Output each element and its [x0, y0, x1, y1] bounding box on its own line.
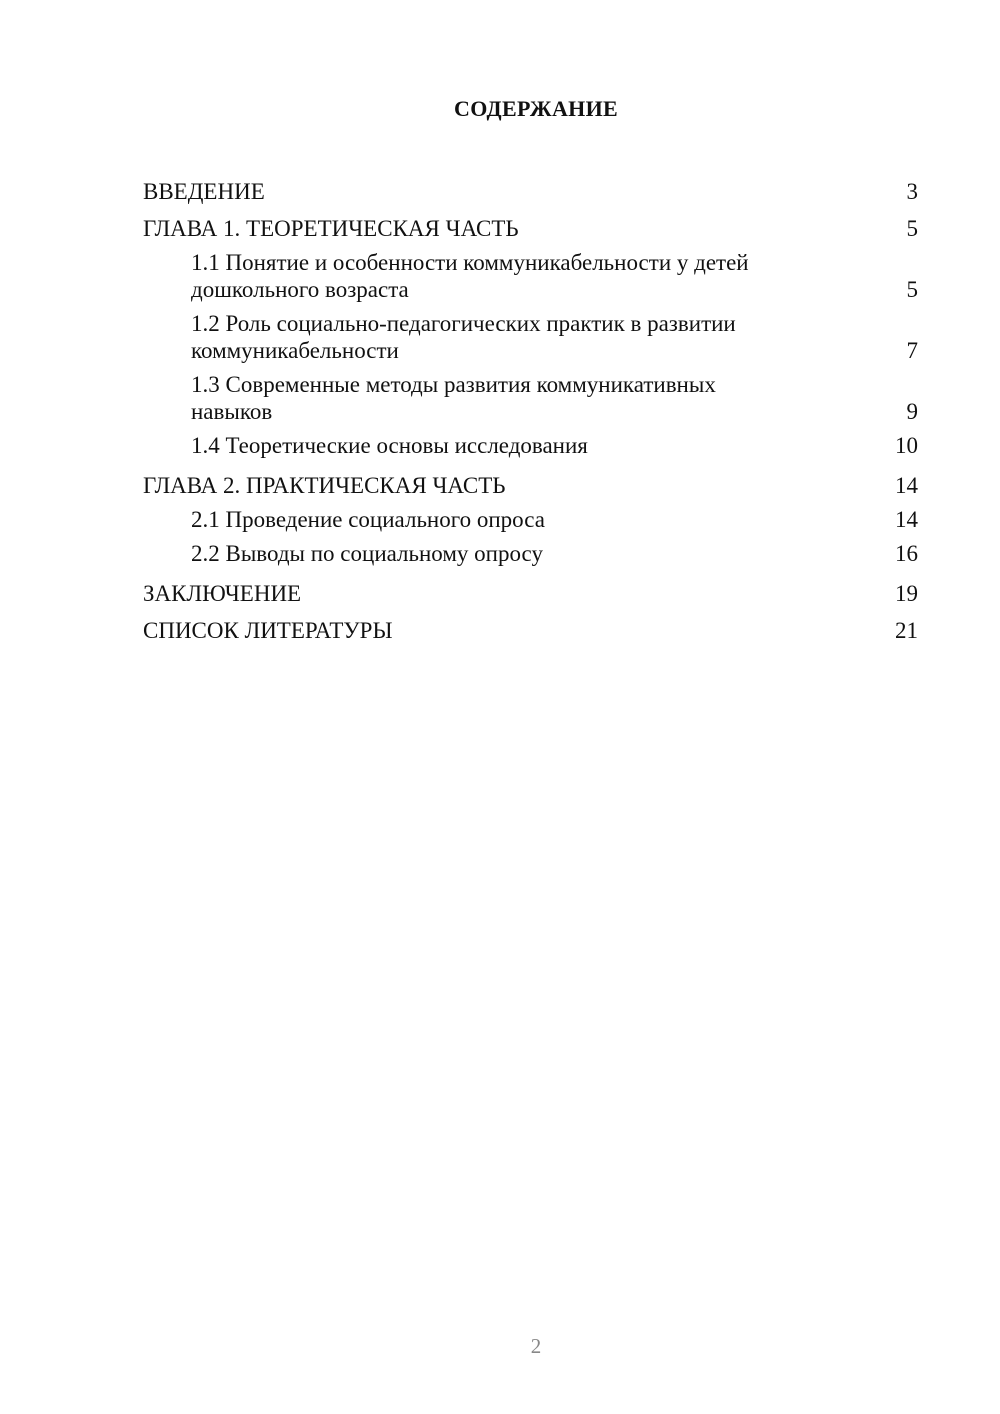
table-of-contents	[143, 168, 918, 644]
toc-entry-section-1-3[interactable]	[143, 371, 918, 425]
toc-entry-page: 14	[895, 507, 918, 532]
toc-entry-page: 5	[906, 277, 918, 302]
toc-entry-label: ГЛАВА 2. ПРАКТИЧЕСКАЯ ЧАСТЬ	[143, 473, 506, 498]
toc-entry-section-2-1[interactable]	[143, 506, 918, 533]
toc-entry-page: 19	[895, 581, 918, 606]
toc-entry-label: 2.1 Проведение социального опроса	[191, 507, 545, 532]
toc-entry-page: 5	[906, 216, 918, 241]
toc-entry-label: ГЛАВА 1. ТЕОРЕТИЧЕСКАЯ ЧАСТЬ	[143, 216, 519, 241]
toc-entry-chapter-2[interactable]	[143, 462, 918, 499]
toc-entry-label: 1.2 Роль социально-педагогических практик в развитии коммуникабельности	[191, 311, 736, 363]
toc-entry-label: ВВЕДЕНИЕ	[143, 179, 265, 204]
toc-entry-conclusion[interactable]	[143, 570, 918, 607]
toc-entry-introduction[interactable]	[143, 168, 918, 205]
toc-entry-page: 21	[895, 618, 918, 643]
document-title: СОДЕРЖАНИЕ	[454, 96, 618, 121]
toc-entry-label: ЗАКЛЮЧЕНИЕ	[143, 581, 302, 606]
toc-entry-label: 1.3 Современные методы развития коммуникативных навыков	[191, 372, 716, 424]
toc-entry-page: 16	[895, 541, 918, 566]
toc-entry-page: 7	[906, 338, 918, 363]
toc-entry-references[interactable]	[143, 607, 918, 644]
page-number: 2	[530, 1334, 542, 1358]
toc-entry-section-1-1[interactable]	[143, 249, 918, 303]
toc-entry-label: 1.1 Понятие и особенности коммуникабельности у детей дошкольного возраста	[191, 250, 749, 302]
toc-entry-section-1-2[interactable]	[143, 310, 918, 364]
toc-entry-page: 14	[895, 473, 918, 498]
toc-entry-label: 2.2 Выводы по социальному опросу	[191, 541, 543, 566]
toc-entry-page: 9	[906, 399, 918, 424]
toc-entry-section-1-4[interactable]	[143, 432, 918, 459]
toc-entry-label: СПИСОК ЛИТЕРАТУРЫ	[143, 618, 393, 643]
toc-entry-chapter-1[interactable]	[143, 205, 918, 242]
toc-entry-label: 1.4 Теоретические основы исследования	[191, 433, 588, 458]
toc-entry-page: 3	[906, 179, 918, 204]
toc-entry-section-2-2[interactable]	[143, 540, 918, 567]
toc-entry-page: 10	[895, 433, 918, 458]
